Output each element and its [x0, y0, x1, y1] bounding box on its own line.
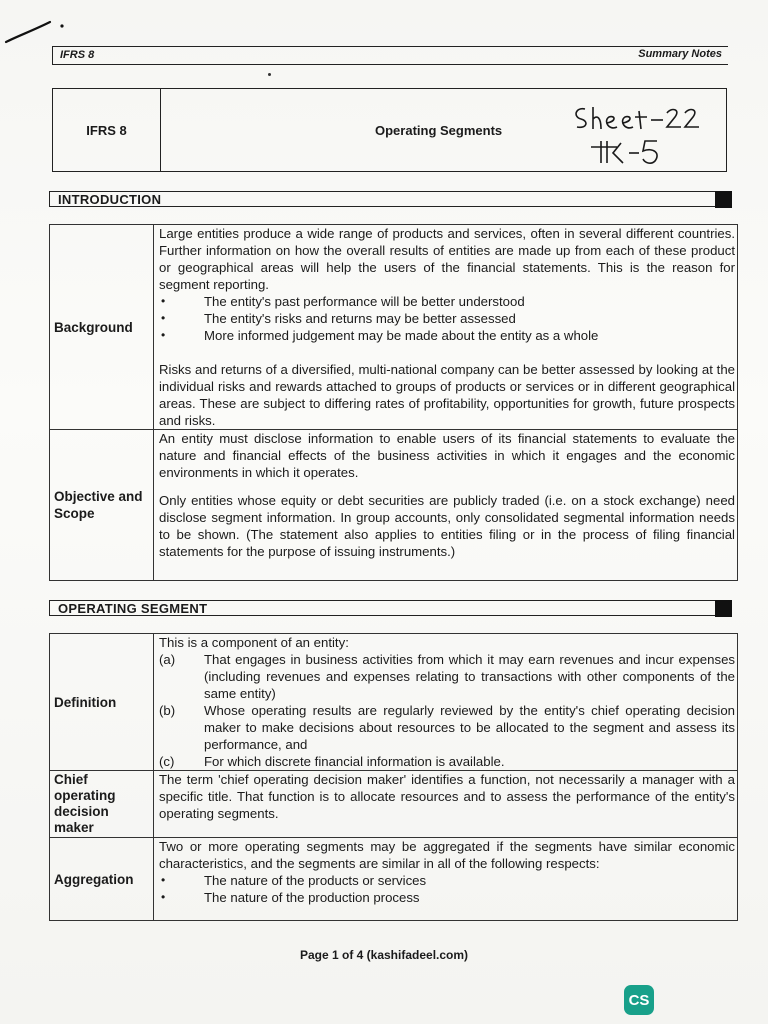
handwritten-annotation [571, 103, 711, 169]
paragraph: Two or more operating segments may be aggregated if the segments have similar economic characteristics, and the segments are similar in all of the following respects: [159, 839, 735, 871]
table-row [50, 771, 738, 838]
list-item: • The entity's risks and returns may be better assessed [159, 310, 735, 327]
page-header [52, 46, 728, 65]
section-introduction [49, 191, 732, 207]
list-item: • The entity's past performance will be better understood [159, 293, 735, 310]
row-content [154, 225, 738, 430]
row-label: Background [50, 225, 154, 430]
list-item: (b) Whose operating results are regularly reviewed by the entity's chief operating decision maker to make decisions about resources to be allocated to the segment and assess its performance, and [159, 703, 735, 752]
row-content [154, 430, 738, 581]
paragraph: This is a component of an entity: [159, 635, 349, 650]
bullet-list [159, 872, 735, 906]
list-item: • More informed judgement may be made about the entity as a whole [159, 327, 735, 344]
section-operating-segment [49, 600, 732, 616]
row-label: Chief operating decision maker [50, 771, 154, 838]
section-title: OPERATING SEGMENT [58, 601, 208, 616]
bullet-list [159, 293, 735, 344]
standard-code: IFRS 8 [53, 89, 161, 171]
page-footer: Page 1 of 4 (kashifadeel.com) [299, 948, 469, 962]
operating-segment-table [49, 633, 738, 921]
paragraph: An entity must disclose information to enable users of its financial statements to evaluate the nature and financial effects of the business activities in which it engages and the economic environments in which it operates. [159, 431, 735, 480]
list-item: • The nature of the products or services [159, 872, 735, 889]
row-content [154, 634, 738, 771]
section-title: INTRODUCTION [58, 192, 162, 207]
introduction-table [49, 224, 738, 581]
row-content [154, 838, 738, 921]
speck [268, 73, 271, 76]
title-table [52, 88, 727, 172]
paragraph: Only entities whose equity or debt securities are publicly traded (i.e. on a stock exchange) need disclose segment information. In group accounts, only consolidated segmental information needs to be shown. (The statement also applies to entities filing or in the process of filing financial statements for the purpose of issuing instruments.) [159, 493, 735, 559]
table-row [50, 838, 738, 921]
paragraph: Risks and returns of a diversified, multi-national company can be better assessed by looking at the individual risks and rewards attached to groups of products or services or in different geographical areas. These are subject to differing rates of profitability, opportunities for growth, future prospects and risks. [159, 362, 735, 428]
header-notes-label: Summary Notes [638, 48, 722, 60]
row-label: Definition [50, 634, 154, 771]
list-item: (a) That engages in business activities from which it may earn revenues and incur expenses (including revenues and expenses relating to transactions with other components of the same entity) [159, 652, 735, 701]
table-row [50, 430, 738, 581]
camscanner-logo-icon: CS [624, 985, 654, 1015]
pen-mark [4, 14, 74, 48]
section-marker [715, 191, 732, 208]
row-label: Aggregation [50, 838, 154, 921]
list-item: (c) For which discrete financial information is available. [159, 754, 505, 769]
list-item: • The nature of the production process [159, 889, 735, 906]
header-standard: IFRS 8 [60, 49, 95, 61]
table-row [50, 634, 738, 771]
paragraph: The term 'chief operating decision maker' identifies a function, not necessarily a manager with a specific title. That function is to allocate resources and to assess the performance of the entity's operating segments. [159, 772, 735, 821]
table-row [50, 225, 738, 430]
row-label: Objective and Scope [50, 430, 154, 581]
row-content [154, 771, 738, 838]
section-marker [715, 600, 732, 617]
paragraph: Large entities produce a wide range of products and services, often in several different countries. Further information on how the overall results of entities are made up from each of these product or geographical areas will help the users of the financial statements. This is the reason for segment reporting. [159, 226, 735, 292]
standard-title: Operating Segments [375, 123, 503, 138]
